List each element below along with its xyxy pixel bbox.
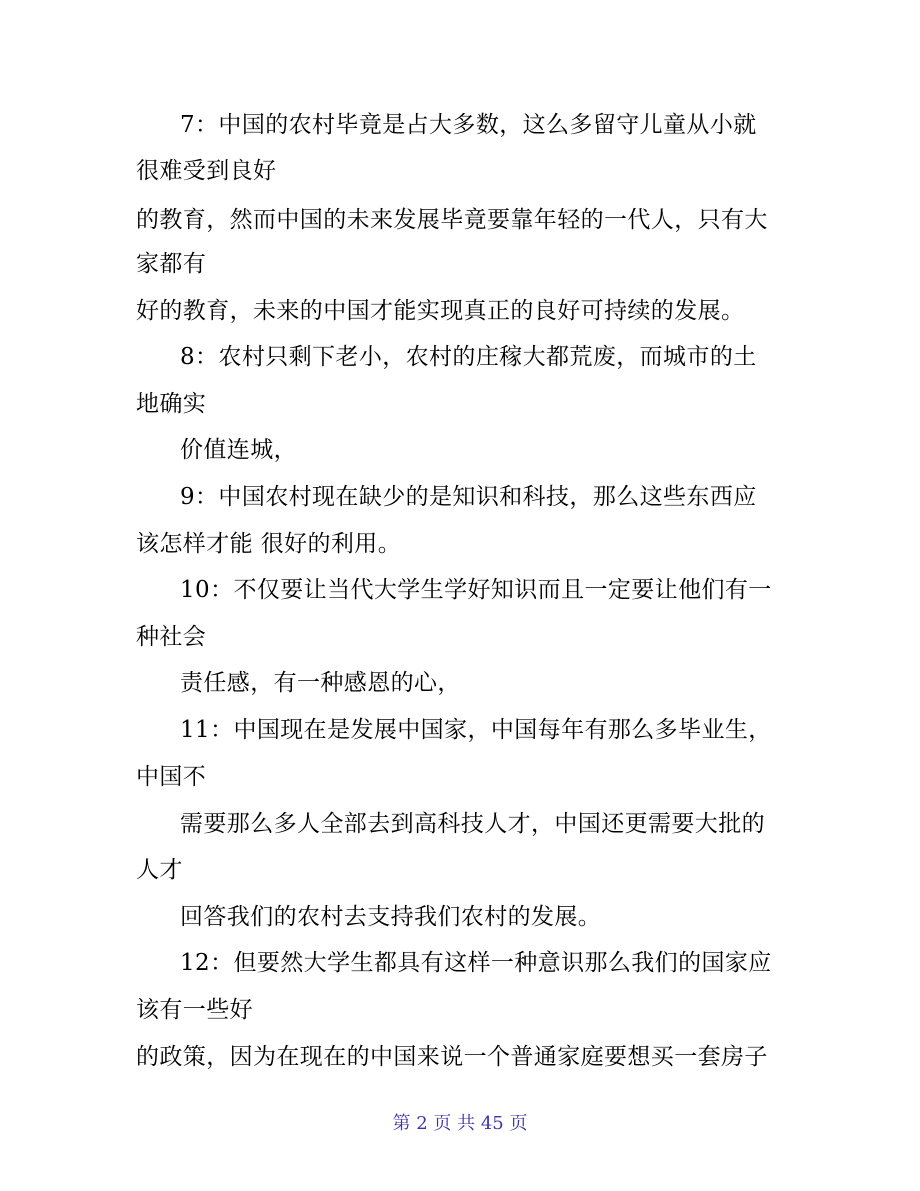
- text-line: 地确实: [136, 391, 207, 417]
- text-line: 的政策，因为在现在的中国来说一个普通家庭要想买一套房子: [136, 1044, 768, 1070]
- text-line: 该有一些好: [136, 997, 253, 1023]
- text-line: 的教育，然而中国的未来发展毕竟要靠年轻的一代人，只有大: [136, 207, 768, 233]
- text-line: 很难受到良好: [136, 158, 277, 184]
- text-line: 该怎样才能 很好的利用。: [136, 531, 402, 557]
- text-line: 种社会: [136, 624, 207, 650]
- text-line: 7：中国的农村毕竟是占大多数，这么多留守儿童从小就: [180, 112, 757, 138]
- text-line: 价值连城，: [180, 437, 297, 463]
- text-line: 需要那么多人全部去到高科技人才，中国还更需要大批的: [180, 811, 765, 837]
- text-line: 好的教育，未来的中国才能实现真正的良好可持续的发展。: [136, 298, 745, 324]
- text-line: 9：中国农村现在缺少的是知识和科技，那么这些东西应: [180, 484, 757, 510]
- text-line: 中国不: [136, 764, 207, 790]
- text-line: 回答我们的农村去支持我们农村的发展。: [180, 904, 602, 930]
- text-line: 责任感，有一种感恩的心，: [180, 670, 461, 696]
- text-line: 12：但要然大学生都具有这样一种意识那么我们的国家应: [180, 950, 772, 976]
- page-footer: 第 2 页 共 45 页: [392, 1113, 528, 1134]
- text-line: 11：中国现在是发展中国家，中国每年有那么多毕业生，: [180, 717, 772, 743]
- text-line: 10：不仅要让当代大学生学好知识而且一定要让他们有一: [180, 577, 772, 603]
- text-line: 8：农村只剩下老小，农村的庄稼大都荒废，而城市的土: [180, 344, 757, 370]
- text-line: 家都有: [136, 251, 207, 277]
- text-line: 人才: [136, 857, 183, 883]
